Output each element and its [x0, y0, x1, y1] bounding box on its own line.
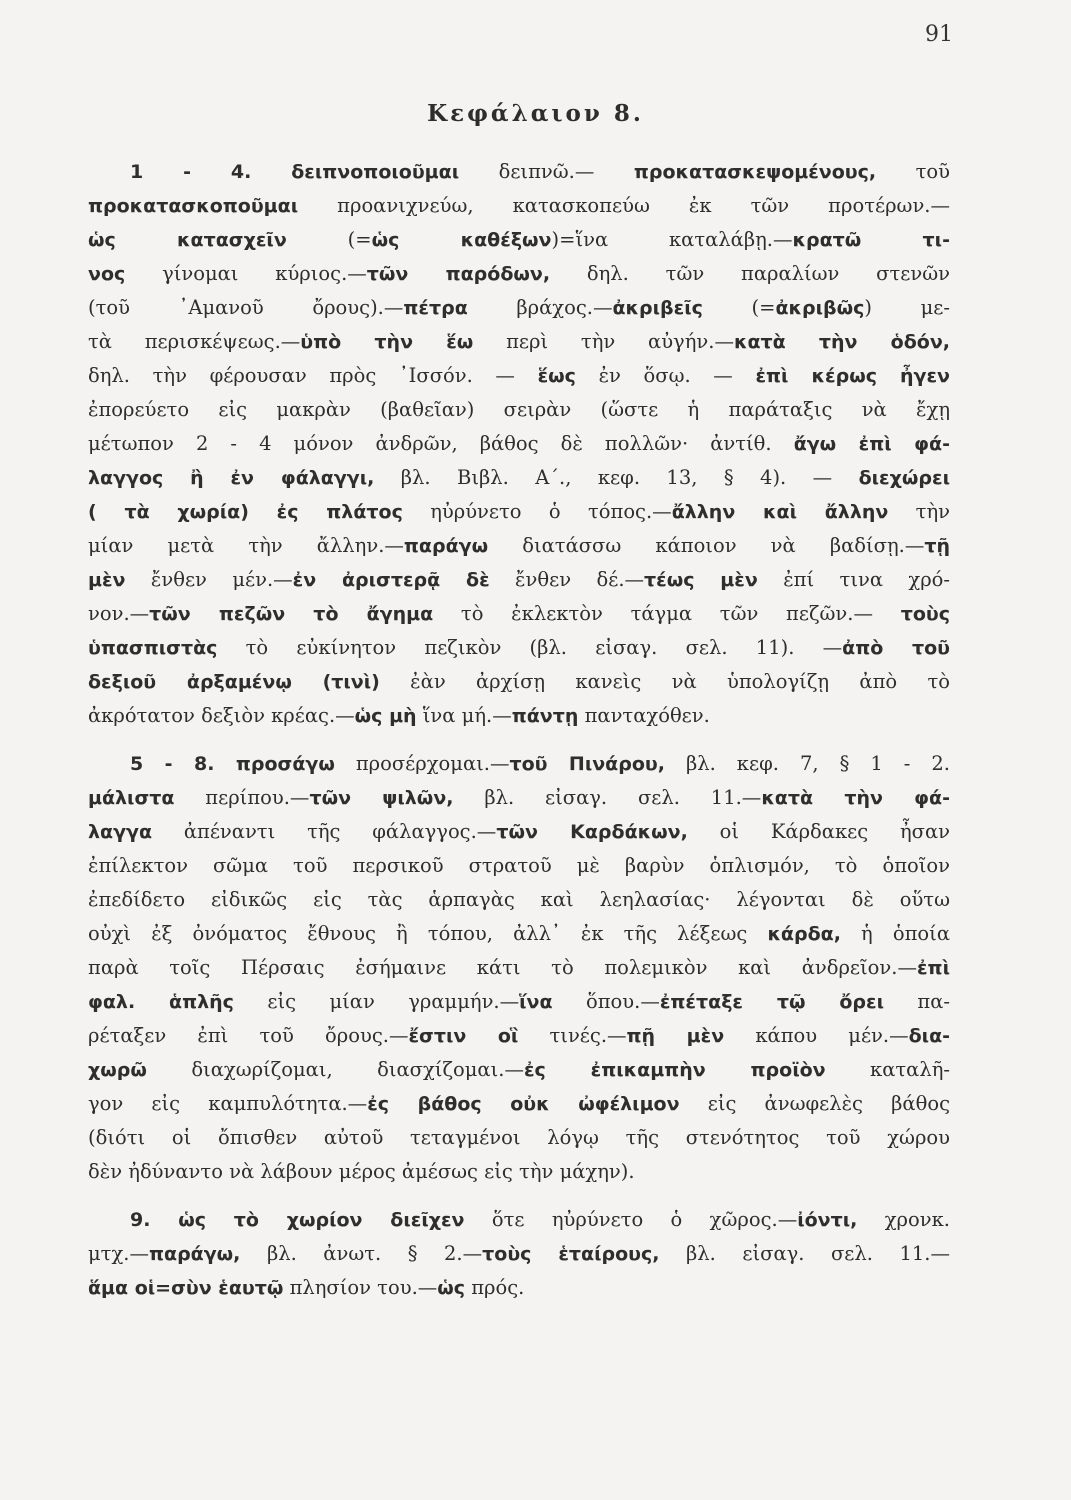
- gloss-text: ὅτε ηὐρύνετο ὁ χῶρος.—: [464, 1208, 798, 1231]
- gloss-text: δὲν ἠδύναντο νὰ λάβουν μέρος ἀμέσως εἰς τὴν μάχην).: [88, 1160, 635, 1183]
- lemma-term: τῶν ψιλῶν,: [309, 787, 454, 809]
- lemma-term: τῇ: [924, 535, 950, 557]
- text-line: [88, 189, 950, 223]
- lemma-term: δειπνοποιοῦμαι: [291, 161, 460, 183]
- lemma-term: πῇ μὲν: [626, 1025, 725, 1047]
- lemma-term: δια-: [908, 1025, 950, 1047]
- gloss-text: πλησίον του.—: [283, 1276, 438, 1299]
- gloss-text: διαχωρίζομαι, διασχίζομαι.—: [146, 1058, 524, 1081]
- gloss-text: (διότι οἱ ὄπισθεν αὐτοῦ τεταγμένοι λόγῳ τῆς στενότητος τοῦ χώρου: [88, 1126, 950, 1149]
- lemma-term: ἐπὶ κέρως ἦγεν: [755, 365, 950, 387]
- gloss-text: βράχος.—: [467, 296, 613, 319]
- lemma-term: τοὺς: [900, 603, 950, 625]
- gloss-text: βλ. εἰσαγ. σελ. 11.—: [453, 786, 762, 809]
- text-line: [88, 1053, 950, 1087]
- gloss-text: καταλῆ-: [825, 1058, 950, 1081]
- gloss-text: γίνομαι κύριος.—: [125, 262, 367, 285]
- lemma-term: κατὰ τὴν φά-: [761, 787, 950, 809]
- gloss-text: προσέρχομαι.—: [334, 752, 510, 775]
- lemma-term: ἅμα οἱ=σὺν ἑαυτῷ: [88, 1277, 284, 1299]
- lemma-term: ἀκριβεῖς: [612, 297, 703, 319]
- lemma-term: χωρῶ: [88, 1059, 147, 1081]
- text-line: [88, 699, 950, 733]
- lemma-term: δεξιοῦ ἀρξαμένῳ (τινὶ): [88, 671, 380, 693]
- lemma-term: ἄγω ἐπὶ φά-: [793, 433, 950, 455]
- paragraph: [88, 747, 950, 1189]
- lemma-term: 9. ὡς τὸ χωρίον διεῖχεν: [130, 1209, 465, 1231]
- gloss-text: κάπου μέν.—: [724, 1024, 909, 1047]
- lemma-term: ὡς κατασχεῖν: [88, 229, 287, 251]
- gloss-text: μίαν μετὰ τὴν ἄλλην.—: [88, 534, 404, 557]
- gloss-text: βλ. ἀνωτ. § 2.—: [240, 1242, 483, 1265]
- text-line: [88, 257, 950, 291]
- lemma-term: ἀκριβῶς: [775, 297, 865, 319]
- paragraph: [88, 1203, 950, 1305]
- lemma-term: ἄλλην καὶ ἄλλην: [671, 501, 889, 523]
- lemma-term: τῶν παρόδων,: [366, 263, 551, 285]
- gloss-text: )=ἵνα καταλάβῃ.—: [551, 228, 793, 251]
- lemma-term: 1 - 4.: [130, 161, 292, 183]
- lemma-term: ἰόντι,: [797, 1209, 858, 1231]
- lemma-term: 5 - 8. προσάγω: [130, 753, 335, 775]
- gloss-text: οὐχὶ ἐξ ὀνόματος ἔθνους ἢ τόπου, ἀλλ᾽ ἐκ τῆς λέξεως: [88, 922, 768, 945]
- gloss-text: τοῦ: [876, 160, 950, 183]
- gloss-text: παρὰ τοῖς Πέρσαις ἐσήμαινε κάτι τὸ πολεμικὸν καὶ ἀνδρεῖον.—: [88, 956, 917, 979]
- text-line: [88, 359, 950, 393]
- gloss-text: οἱ Κάρδακες ἦσαν: [687, 820, 950, 843]
- lemma-term: προκατασκοποῦμαι: [88, 195, 299, 217]
- lemma-term: ἕως: [537, 365, 576, 387]
- gloss-text: διατάσσω κάποιον νὰ βαδίσῃ.—: [488, 534, 925, 557]
- gloss-text: εἰς μίαν γραμμήν.—: [233, 990, 520, 1013]
- text-line: [88, 747, 950, 781]
- gloss-text: (=: [702, 296, 776, 319]
- lemma-term: ὡς καθέξων: [371, 229, 552, 251]
- text-line: [88, 849, 950, 883]
- page-number: 91: [925, 22, 953, 47]
- gloss-text: εἰς ἀνωφελὲς βάθος: [679, 1092, 950, 1115]
- gloss-text: ηὐρύνετο ὁ τόπος.—: [402, 500, 672, 523]
- lemma-term: τῶν Καρδάκων,: [496, 821, 688, 843]
- text-line: [88, 1155, 950, 1189]
- text-line: [88, 597, 950, 631]
- gloss-text: προανιχνεύω, κατασκοπεύω ἐκ τῶν προτέρων.—: [298, 194, 950, 217]
- gloss-text: δειπνῶ.—: [459, 160, 634, 183]
- gloss-text: μέτωπον 2 - 4 μόνον ἀνδρῶν, βάθος δὲ πολλῶν· ἀντίθ.: [88, 432, 794, 455]
- lemma-term: λαγγος ἢ ἐν φάλαγγι,: [88, 467, 375, 489]
- gloss-text: πα-: [883, 990, 950, 1013]
- text-line: [88, 917, 950, 951]
- gloss-text: περὶ τὴν αὐγήν.—: [473, 330, 734, 353]
- lemma-term: τέως μὲν: [644, 569, 758, 591]
- text-line: [88, 985, 950, 1019]
- text-line: [88, 1203, 950, 1237]
- gloss-text: δηλ. τὴν φέρουσαν πρὸς ᾿Ισσόν. —: [88, 364, 538, 387]
- gloss-text: ἵνα μή.—: [416, 704, 512, 727]
- lemma-term: πέτρα: [403, 297, 468, 319]
- text-line: [88, 223, 950, 257]
- lemma-term: νος: [88, 263, 126, 285]
- gloss-text: πρός.: [465, 1276, 525, 1299]
- lemma-term: ὡς μὴ: [354, 705, 417, 727]
- lemma-term: ἐπέταξε τῷ ὄρει: [659, 991, 884, 1013]
- gloss-text: τὰ περισκέψεως.—: [88, 330, 301, 353]
- gloss-text: ὅπου.—: [552, 990, 660, 1013]
- lemma-term: ἀπὸ τοῦ: [842, 637, 950, 659]
- text-line: [88, 393, 950, 427]
- lemma-term: πάντῃ: [511, 705, 579, 727]
- lemma-term: ἐς βάθος οὐκ ὠφέλιμον: [367, 1093, 680, 1115]
- lemma-term: τοὺς ἑταίρους,: [482, 1243, 660, 1265]
- lemma-term: μάλιστα: [88, 787, 175, 809]
- gloss-text: τὸ ἐκλεκτὸν τάγμα τῶν πεζῶν.—: [433, 602, 901, 625]
- lemma-term: ὑπὸ τὴν ἕω: [300, 331, 474, 353]
- gloss-text: τὸ εὐκίνητον πεζικὸν (βλ. εἰσαγ. σελ. 11). —: [217, 636, 843, 659]
- gloss-text: ἐπορεύετο εἰς μακρὰν (βαθεῖαν) σειρὰν (ὥστε ἡ παράταξις νὰ ἔχῃ: [88, 398, 950, 421]
- text-line: [88, 1019, 950, 1053]
- gloss-text: νον.—: [88, 602, 150, 625]
- lemma-term: ἐν ἀριστερᾷ δὲ: [292, 569, 490, 591]
- text-line: [88, 1121, 950, 1155]
- lemma-term: φαλ. ἁπλῆς: [88, 991, 234, 1013]
- text-line: [88, 325, 950, 359]
- commentary-body: [88, 155, 950, 1305]
- lemma-term: τῶν πεζῶν τὸ ἄγημα: [149, 603, 434, 625]
- lemma-term: παράγω,: [148, 1243, 241, 1265]
- gloss-text: ἐὰν ἀρχίσῃ κανεὶς νὰ ὑπολογίζῃ ἀπὸ τὸ: [379, 670, 950, 693]
- gloss-text: τινές.—: [518, 1024, 627, 1047]
- text-line: [88, 427, 950, 461]
- gloss-text: ἐπίλεκτον σῶμα τοῦ περσικοῦ στρατοῦ μὲ βαρὺν ὁπλισμόν, τὸ ὁποῖον: [88, 854, 950, 877]
- text-line: [88, 495, 950, 529]
- lemma-term: κάρδα,: [767, 923, 841, 945]
- gloss-text: ἀκρότατον δεξιὸν κρέας.—: [88, 704, 355, 727]
- lemma-term: ὑπασπιστὰς: [88, 637, 218, 659]
- gloss-text: ) με-: [864, 296, 950, 319]
- gloss-text: τὴν: [888, 500, 950, 523]
- text-line: [88, 155, 950, 189]
- lemma-term: διεχώρει: [858, 467, 950, 489]
- text-line: [88, 291, 950, 325]
- lemma-term: ἵνα: [519, 991, 553, 1013]
- text-line: [88, 461, 950, 495]
- text-line: [88, 815, 950, 849]
- text-line: [88, 529, 950, 563]
- gloss-text: ἀπέναντι τῆς φάλαγγος.—: [152, 820, 497, 843]
- gloss-text: (=: [286, 228, 372, 251]
- lemma-term: προκατασκεψομένους,: [633, 161, 877, 183]
- text-line: [88, 1087, 950, 1121]
- gloss-text: ἐπί τινα χρό-: [757, 568, 950, 591]
- gloss-text: ἔνθεν δέ.—: [489, 568, 645, 591]
- text-line: [88, 1237, 950, 1271]
- gloss-text: περίπου.—: [174, 786, 310, 809]
- lemma-term: ἔστιν οἳ: [408, 1025, 519, 1047]
- gloss-text: βλ. κεφ. 7, § 1 - 2.: [664, 752, 950, 775]
- gloss-text: γον εἰς καμπυλότητα.—: [88, 1092, 368, 1115]
- lemma-term: λαγγα: [88, 821, 153, 843]
- gloss-text: δηλ. τῶν παραλίων στενῶν: [550, 262, 950, 285]
- lemma-term: τοῦ Πινάρου,: [509, 753, 665, 775]
- text-line: [88, 781, 950, 815]
- paragraph: [88, 155, 950, 733]
- text-line: [88, 665, 950, 699]
- gloss-text: (τοῦ ᾿Αμανοῦ ὄρους).—: [88, 296, 404, 319]
- lemma-term: μὲν: [88, 569, 126, 591]
- text-line: [88, 951, 950, 985]
- text-line: [88, 563, 950, 597]
- lemma-term: ἐς ἐπικαμπὴν προϊὸν: [523, 1059, 826, 1081]
- text-line: [88, 1271, 950, 1305]
- lemma-term: παράγω: [403, 535, 489, 557]
- gloss-text: πανταχόθεν.: [578, 704, 710, 727]
- lemma-term: ( τὰ χωρία) ἐς πλάτος: [88, 501, 403, 523]
- chapter-title: Κεφάλαιον 8.: [427, 100, 644, 127]
- gloss-text: βλ. Βιβλ. Α΄., κεφ. 13, § 4). —: [374, 466, 859, 489]
- gloss-text: ἡ ὁποία: [840, 922, 950, 945]
- lemma-term: κρατῶ τι-: [792, 229, 950, 251]
- gloss-text: ἐν ὅσῳ. —: [575, 364, 756, 387]
- lemma-term: ὡς: [437, 1277, 466, 1299]
- gloss-text: μτχ.—: [88, 1242, 149, 1265]
- gloss-text: χρονκ.: [857, 1208, 950, 1231]
- gloss-text: ἔνθεν μέν.—: [125, 568, 293, 591]
- gloss-text: βλ. εἰσαγ. σελ. 11.—: [659, 1242, 950, 1265]
- lemma-term: κατὰ τὴν ὁδόν,: [733, 331, 950, 353]
- text-line: [88, 883, 950, 917]
- gloss-text: ἐπεδίδετο εἰδικῶς εἰς τὰς ἁρπαγὰς καὶ λεηλασίας· λέγονται δὲ οὕτω: [88, 888, 950, 911]
- text-line: [88, 631, 950, 665]
- lemma-term: ἐπὶ: [916, 957, 950, 979]
- gloss-text: ρέταξεν ἐπὶ τοῦ ὄρους.—: [88, 1024, 409, 1047]
